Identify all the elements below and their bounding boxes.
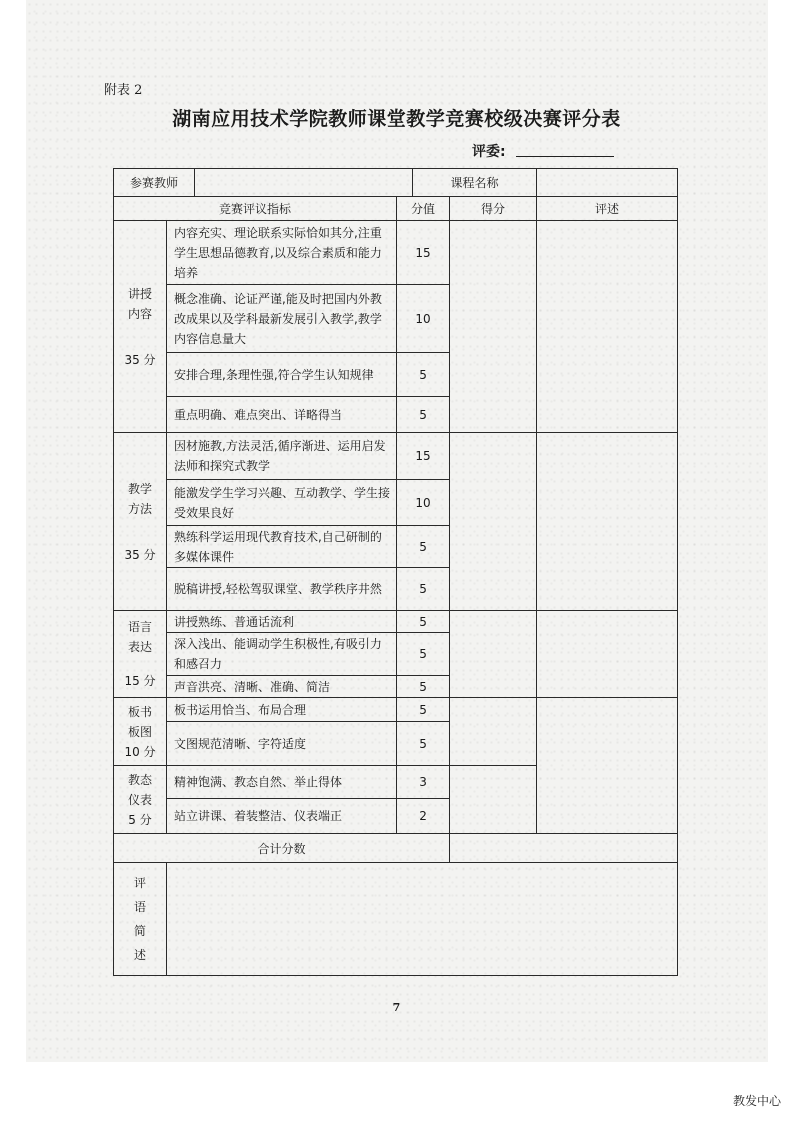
attachment-label: 附表 2: [104, 83, 143, 98]
brand-label: 教发中心: [732, 1094, 781, 1108]
criteria-item: 精神饱满、教态自然、举止得体: [167, 766, 397, 799]
item-points: 5: [397, 722, 450, 766]
course-name-field[interactable]: [537, 169, 678, 197]
total-label: 合计分数: [114, 834, 450, 863]
category-blackboard: [114, 698, 167, 766]
judge-signature-line[interactable]: [516, 156, 614, 157]
scoring-table: [113, 168, 678, 976]
category-points: 15 分: [124, 674, 156, 688]
item-points: 5: [397, 611, 450, 633]
category-name-line: 教学: [127, 481, 152, 496]
criteria-header: 竞赛评议指标: [114, 197, 397, 221]
page-title: 湖南应用技术学院教师课堂教学竞赛校级决赛评分表: [172, 108, 621, 130]
criteria-item: 深入浅出、能调动学生积极性,有吸引力和感召力: [167, 633, 397, 676]
criteria-item: 概念准确、论证严谨,能及时把国内外教改成果以及学科最新发展引入教学,教学内容信息量大: [167, 285, 397, 353]
course-label: 课程名称: [413, 169, 537, 197]
item-points: 5: [397, 698, 450, 722]
item-points: 15: [397, 433, 450, 480]
category-name-line: 板图: [127, 724, 152, 739]
criteria-item: 脱稿讲授,轻松驾驭课堂、教学秩序井然: [167, 568, 397, 611]
comment-cell[interactable]: [537, 221, 678, 433]
item-points: 5: [397, 397, 450, 433]
criteria-item: 因材施教,方法灵活,循序渐进、运用启发法师和探究式教学: [167, 433, 397, 480]
item-points: 5: [397, 568, 450, 611]
category-name-line: 板书: [127, 704, 152, 719]
criteria-item: 能激发学生学习兴趣、互动教学、学生接受效果良好: [167, 480, 397, 526]
item-points: 10: [397, 480, 450, 526]
score-cell[interactable]: [450, 698, 537, 766]
points-header: 分值: [397, 197, 450, 221]
criteria-item: 站立讲课、着装整洁、仪表端正: [167, 799, 397, 834]
score-cell[interactable]: [450, 433, 537, 611]
category-name-line: 讲授: [127, 286, 152, 301]
category-teaching-content: [114, 221, 167, 433]
category-points: 35 分: [124, 547, 156, 562]
comments-label-char: 简: [133, 924, 146, 938]
comments-label: [114, 863, 167, 976]
teacher-label: 参赛教师: [114, 169, 195, 197]
criteria-item: 熟练科学运用现代教育技术,自己研制的多媒体课件: [167, 526, 397, 568]
criteria-item: 讲授熟练、普通话流利: [167, 611, 397, 633]
category-name-line: 教态: [127, 772, 152, 787]
item-points: 2: [397, 799, 450, 834]
criteria-item: 内容充实、理论联系实际恰如其分,注重学生思想品德教育,以及综合素质和能力培养: [167, 221, 397, 285]
item-points: 15: [397, 221, 450, 285]
teacher-name-field[interactable]: [195, 169, 413, 197]
category-name-line: 方法: [127, 501, 152, 516]
score-cell[interactable]: [450, 611, 537, 698]
category-name-line: 10 分: [124, 744, 156, 759]
category-name-line: 表达: [127, 640, 152, 654]
judge-label: 评委:: [472, 144, 506, 160]
category-language-expression: [114, 611, 167, 698]
criteria-item: 文图规范清晰、字符适度: [167, 722, 397, 766]
category-name-line: 内容: [127, 306, 152, 321]
comments-label-char: 语: [133, 900, 146, 914]
comment-cell[interactable]: [537, 698, 678, 834]
comments-label-char: 评: [133, 876, 146, 890]
score-header: 得分: [450, 197, 537, 221]
item-points: 5: [397, 526, 450, 568]
category-demeanor: [114, 766, 167, 834]
item-points: 10: [397, 285, 450, 353]
comment-header: 评述: [537, 197, 678, 221]
category-name-line: 仪表: [127, 792, 152, 807]
score-cell[interactable]: [450, 766, 537, 834]
comments-field[interactable]: [167, 863, 678, 976]
comment-cell[interactable]: [537, 433, 678, 611]
criteria-item: 安排合理,条理性强,符合学生认知规律: [167, 353, 397, 397]
item-points: 5: [397, 633, 450, 676]
item-points: 3: [397, 766, 450, 799]
page-number: 7: [392, 1001, 401, 1014]
score-cell[interactable]: [450, 221, 537, 433]
category-points: 35 分: [124, 352, 156, 367]
comment-cell[interactable]: [537, 611, 678, 698]
category-teaching-method: [114, 433, 167, 611]
criteria-item: 重点明确、难点突出、详略得当: [167, 397, 397, 433]
total-score-cell[interactable]: [450, 834, 678, 863]
item-points: 5: [397, 676, 450, 698]
criteria-item: 板书运用恰当、布局合理: [167, 698, 397, 722]
criteria-item: 声音洪亮、清晰、准确、简洁: [167, 676, 397, 698]
item-points: 5: [397, 353, 450, 397]
category-name-line: 语言: [127, 620, 152, 634]
comments-label-char: 述: [133, 948, 146, 962]
category-name-line: 5 分: [128, 812, 152, 827]
